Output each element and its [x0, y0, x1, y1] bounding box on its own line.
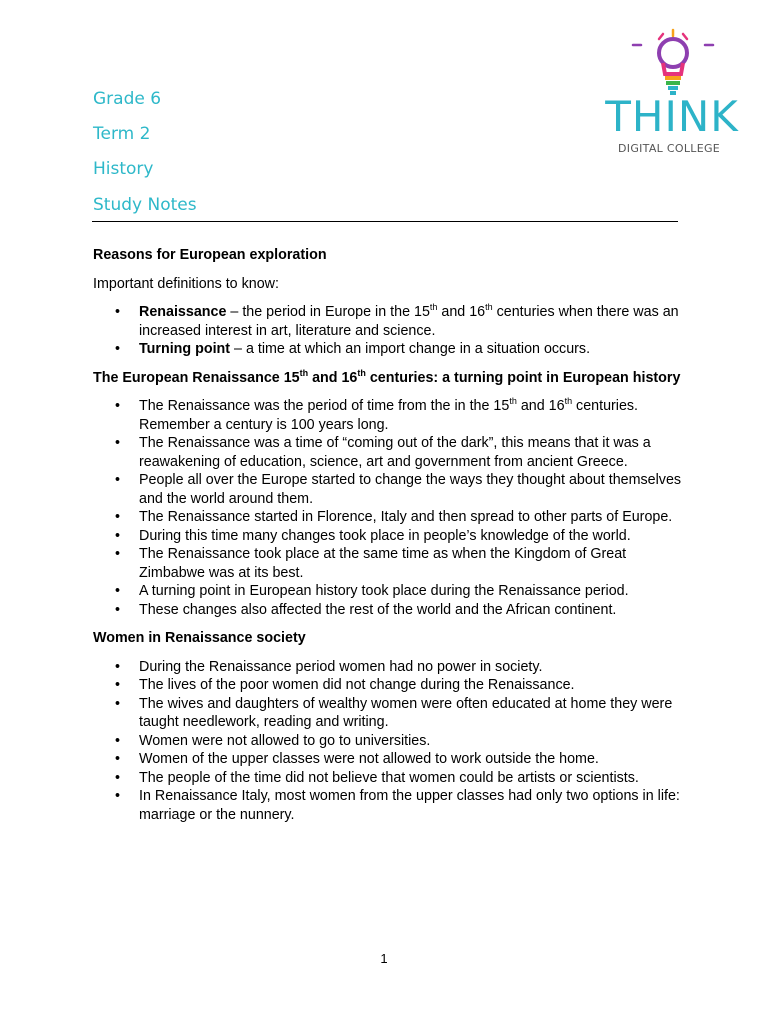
- definition-turning-point: • Turning point – a time at which an import change in a situation occurs.: [93, 340, 693, 359]
- definitions-list: [93, 303, 693, 359]
- definitions-intro: Important definitions to know:: [93, 275, 279, 292]
- header-notes: Study Notes: [93, 195, 197, 215]
- think-logo: [598, 28, 746, 158]
- header-grade: Grade 6: [93, 89, 162, 109]
- logo-subtitle: DIGITAL COLLEGE: [618, 142, 721, 155]
- list-item: • People all over the Europe started to change the ways they thought about themselves and the world around them.: [93, 471, 693, 508]
- women-list: [93, 658, 693, 825]
- list-item: • The Renaissance started in Florence, Italy and then spread to other parts of Europe.: [93, 508, 693, 527]
- list-item: • The Renaissance took place at the same time as when the Kingdom of Great Zimbabwe was at its best.: [93, 545, 693, 582]
- section-title-exploration: Reasons for European exploration: [93, 247, 327, 263]
- study-notes-content: [93, 246, 693, 834]
- term-renaissance: Renaissance: [139, 304, 227, 320]
- header-subject: History: [93, 159, 154, 179]
- list-item: • During this time many changes took place in people’s knowledge of the world.: [93, 527, 693, 546]
- list-item: • A turning point in European history took place during the Renaissance period.: [93, 582, 693, 601]
- page-number: 1: [380, 951, 388, 966]
- header-divider: [92, 221, 678, 222]
- logo-wordmark: THINK: [605, 92, 739, 141]
- list-item: • These changes also affected the rest of the world and the African continent.: [93, 601, 693, 620]
- list-item: • The people of the time did not believe that women could be artists or scientists.: [93, 769, 693, 788]
- list-item: • The Renaissance was a time of “coming out of the dark”, this means that it was a reawakening of education, science, art and government from ancient Greece.: [93, 434, 693, 471]
- renaissance-list: [93, 397, 693, 619]
- list-item: • Women were not allowed to go to universities.: [93, 732, 693, 751]
- list-item: • Women of the upper classes were not allowed to work outside the home.: [93, 750, 693, 769]
- list-item: • During the Renaissance period women had no power in society.: [93, 658, 693, 677]
- term-turning-point: Turning point: [139, 341, 231, 357]
- definition-renaissance: • Renaissance – the period in Europe in the 15th and 16th centuries when there was an increased interest in art, literature and science.: [93, 303, 693, 340]
- list-item: • In Renaissance Italy, most women from the upper classes had only two options in life: marriage or the nunnery.: [93, 787, 693, 824]
- list-item: • The lives of the poor women did not change during the Renaissance.: [93, 676, 693, 695]
- lightbulb-icon: [598, 28, 746, 98]
- list-item: • The wives and daughters of wealthy women were often educated at home they were taught needlework, reading and writing.: [93, 695, 693, 732]
- header-term: Term 2: [93, 124, 151, 144]
- section-title-women: Women in Renaissance society: [93, 630, 306, 646]
- list-item: • The Renaissance was the period of time from the in the 15th and 16th centuries. Remember a century is 100 years long.: [93, 397, 693, 434]
- section-title-renaissance: The European Renaissance 15th and 16th centuries: a turning point in European history: [93, 367, 681, 386]
